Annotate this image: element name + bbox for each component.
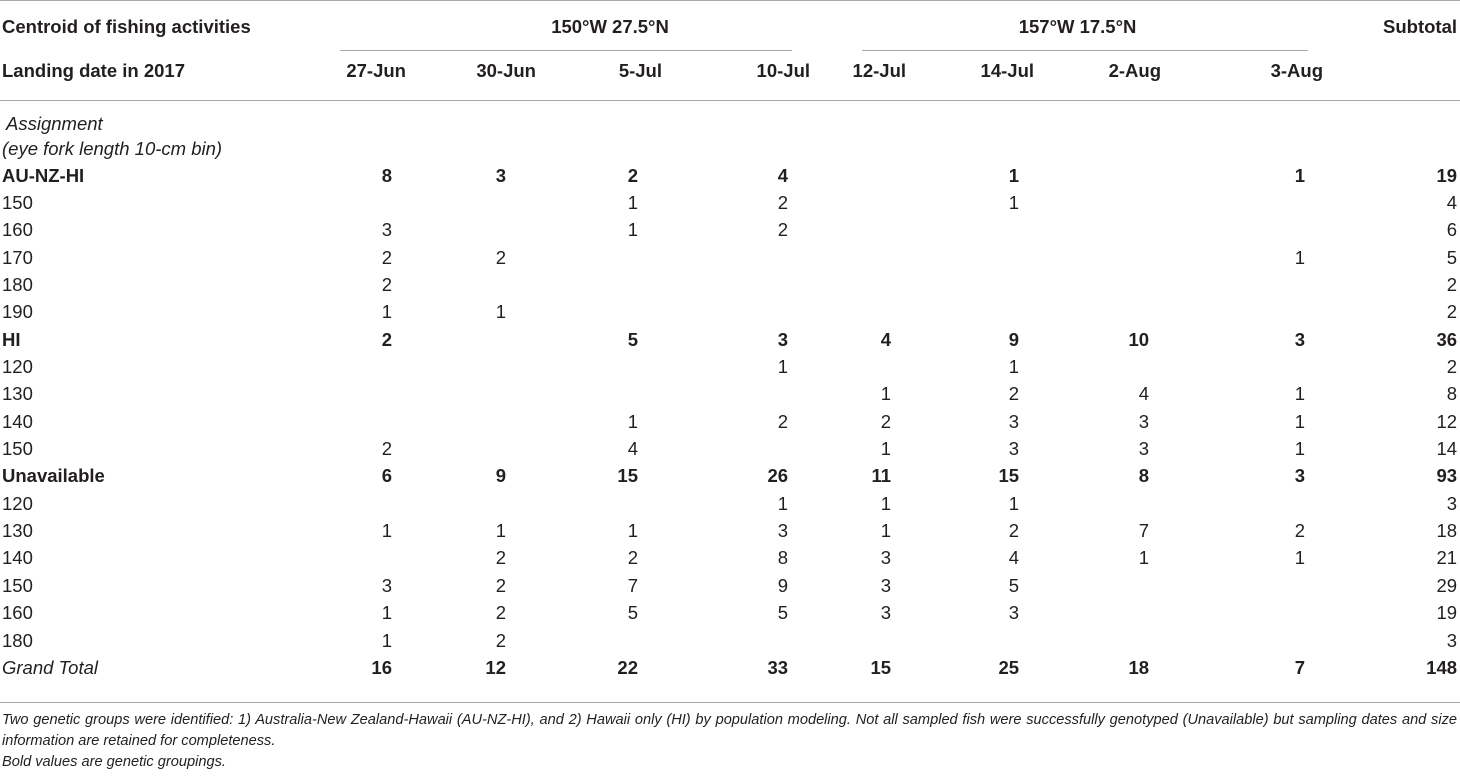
value-cell [939,299,1067,326]
value-cell: 4 [1138,383,1150,405]
value-cell: 3 [1138,410,1150,432]
value-cell [320,408,428,435]
bin-row [0,572,1460,599]
assignment-row [0,98,1460,135]
value-cell [1197,627,1325,654]
value-cell: 1 [880,492,892,514]
bin-row [0,435,1460,462]
subtotal-cell: 2 [1446,301,1458,323]
row-label: 180 [2,629,33,651]
value-cell: 1 [381,301,392,323]
value-cell: 5 [777,602,789,624]
empty-cell [320,98,1460,135]
subtotal-cell: 12 [1436,410,1458,432]
value-cell: 5 [627,602,638,624]
value-cell: 1 [1294,410,1306,432]
value-cell: 1 [1294,164,1306,186]
value-cell [1197,299,1325,326]
bin-row [0,353,1460,380]
value-cell [558,244,686,271]
value-cell: 1 [880,438,892,460]
value-cell: 15 [617,465,638,487]
subtotal-cell: 5 [1446,246,1458,268]
row-label: HI [2,328,21,350]
table-bottom-rule [0,702,1460,703]
group-row [0,463,1460,490]
value-cell: 9 [1008,328,1020,350]
group-row [0,162,1460,189]
value-cell: 1 [1008,356,1020,378]
value-cell [810,217,939,244]
subtotal-cell: 2 [1446,274,1458,296]
value-cell: 1 [1008,192,1020,214]
date-header: 27-Jun [346,60,406,81]
value-cell: 3 [777,520,789,542]
value-cell [558,627,686,654]
value-cell [1197,490,1325,517]
value-cell: 15 [998,465,1020,487]
value-cell: 3 [1138,438,1150,460]
value-cell: 2 [777,219,789,241]
centroid-label: Centroid of fishing activities [2,16,251,37]
bin-row [0,271,1460,298]
subtotal-cell: 18 [1436,520,1458,542]
group2-header: 157°W 17.5°N [1018,16,1137,37]
bin-row [0,408,1460,435]
value-cell [1197,353,1325,380]
value-cell [428,217,558,244]
assignment-label: Assignment [6,113,103,134]
value-cell [1067,299,1197,326]
date-header: 5-Jul [618,60,662,81]
value-cell [428,381,558,408]
value-cell [939,271,1067,298]
footnote-text: Two genetic groups were identified: 1) Australia-New Zealand-Hawaii (AU-NZ-HI), and 2) Hawaii only (HI) by population modeling. Not all sampled fish were successfully genotyped (Unavailable) but sampling dates and size information are retained for completeness. [2,712,1457,749]
value-cell: 3 [880,602,892,624]
value-cell [810,353,939,380]
date-header: 14-Jul [980,60,1035,81]
value-cell: 2 [381,246,392,268]
value-cell: 8 [1138,465,1150,487]
value-cell [1067,572,1197,599]
value-cell [810,627,939,654]
value-cell [428,490,558,517]
value-cell [320,545,428,572]
value-cell: 2 [495,547,506,569]
value-cell: 6 [381,465,392,487]
value-cell: 1 [1294,547,1306,569]
empty-cell [320,135,1460,162]
value-cell [1067,627,1197,654]
value-cell: 1 [381,602,392,624]
value-cell [558,353,686,380]
value-cell: 3 [1008,410,1020,432]
value-cell: 11 [871,465,892,487]
subtotal-cell: 4 [1446,192,1458,214]
value-cell [320,490,428,517]
value-cell: 5 [1008,574,1020,596]
row-label: 130 [2,520,33,542]
value-cell: 15 [870,656,892,678]
row-label: 180 [2,274,33,296]
value-cell: 2 [381,328,392,350]
value-cell: 3 [1008,438,1020,460]
value-cell: 2 [1008,383,1020,405]
value-cell: 4 [777,164,789,186]
value-cell: 2 [1008,520,1020,542]
date-header: 30-Jun [476,60,536,81]
value-cell [810,244,939,271]
value-cell: 2 [1294,520,1306,542]
value-cell [428,189,558,216]
value-cell [1067,217,1197,244]
bin-row [0,217,1460,244]
value-cell: 7 [627,574,638,596]
value-cell [939,217,1067,244]
value-cell: 1 [627,410,638,432]
assignment-subtitle: (eye fork length 10-cm bin) [2,137,223,159]
bin-row [0,189,1460,216]
value-cell: 4 [627,438,638,460]
value-cell: 16 [371,656,392,678]
subtotal-cell: 148 [1426,656,1458,678]
landing-date-label: Landing date in 2017 [2,60,185,81]
subtotal-cell: 3 [1446,492,1458,514]
value-cell: 9 [495,465,506,487]
value-cell [428,353,558,380]
value-cell: 3 [495,164,506,186]
subtotal-cell: 19 [1436,602,1458,624]
value-cell: 1 [1008,164,1020,186]
value-cell: 1 [1294,246,1306,268]
value-cell [428,271,558,298]
bin-row [0,517,1460,544]
row-label: 140 [2,410,33,432]
value-cell [1197,189,1325,216]
row-label: 150 [2,574,33,596]
table-footnote [2,710,1457,773]
value-cell: 1 [627,192,638,214]
value-cell: 1 [381,629,392,651]
group-row [0,326,1460,353]
data-table [0,10,1460,682]
value-cell [558,381,686,408]
row-label: 120 [2,492,33,514]
value-cell: 26 [767,465,789,487]
value-cell [810,271,939,298]
value-cell [1067,162,1197,189]
value-cell: 1 [381,520,392,542]
value-cell [1067,271,1197,298]
assignment-subtitle-row [0,135,1460,162]
value-cell [1197,572,1325,599]
value-cell: 1 [495,301,506,323]
value-cell: 2 [495,602,506,624]
row-label: Grand Total [2,656,98,678]
bin-row [0,627,1460,654]
bin-row [0,600,1460,627]
value-cell [428,326,558,353]
subtotal-cell: 8 [1446,383,1458,405]
value-cell: 2 [880,410,892,432]
value-cell: 1 [1138,547,1150,569]
value-cell [686,381,810,408]
value-cell: 1 [880,520,892,542]
value-cell [810,162,939,189]
value-cell: 18 [1128,656,1150,678]
value-cell: 1 [880,383,892,405]
value-cell: 22 [617,656,638,678]
value-cell: 1 [777,492,789,514]
top-rule [0,0,1460,1]
row-label: 160 [2,602,33,624]
value-cell: 1 [1008,492,1020,514]
value-cell: 3 [381,574,392,596]
row-label: 150 [2,192,33,214]
value-cell: 4 [880,328,892,350]
value-cell: 8 [777,547,789,569]
date-header: 10-Jul [756,60,811,81]
value-cell: 2 [495,574,506,596]
value-cell [1067,189,1197,216]
subtotal-cell: 19 [1436,164,1458,186]
value-cell [939,627,1067,654]
value-cell: 2 [777,410,789,432]
value-cell [558,271,686,298]
subtotal-cell: 3 [1446,629,1458,651]
value-cell [1197,600,1325,627]
value-cell: 2 [495,246,506,268]
subtotal-cell: 21 [1436,547,1458,569]
subtotal-cell: 93 [1436,465,1458,487]
row-label: 120 [2,356,33,378]
value-cell: 2 [627,164,638,186]
value-cell: 33 [767,656,789,678]
subtotal-header: Subtotal [1383,16,1458,37]
row-label: 140 [2,547,33,569]
footnote-bold-note: Bold values are genetic groupings. [2,754,226,770]
value-cell: 3 [1008,602,1020,624]
date-header: 12-Jul [852,60,907,81]
value-cell [558,299,686,326]
value-cell: 2 [627,547,638,569]
value-cell: 3 [1294,465,1306,487]
bin-row [0,299,1460,326]
value-cell: 10 [1128,328,1150,350]
value-cell: 2 [777,192,789,214]
value-cell [320,353,428,380]
value-cell [686,299,810,326]
bin-row [0,490,1460,517]
subtotal-cell: 36 [1436,328,1458,350]
row-label: 170 [2,246,33,268]
subtotal-cell: 29 [1436,574,1458,596]
date-header: 3-Aug [1270,60,1324,81]
empty-cell [1325,44,1460,98]
value-cell: 3 [1294,328,1306,350]
value-cell [1067,353,1197,380]
value-cell [1197,217,1325,244]
grand-total-row [0,654,1460,681]
value-cell [558,490,686,517]
value-cell [810,189,939,216]
row-label: 130 [2,383,33,405]
date-header: 2-Aug [1108,60,1162,81]
value-cell: 3 [880,574,892,596]
subtotal-cell: 14 [1436,438,1458,460]
value-cell: 1 [627,219,638,241]
value-cell [428,408,558,435]
value-cell [1067,244,1197,271]
value-cell [810,299,939,326]
value-cell: 8 [381,164,392,186]
value-cell [320,381,428,408]
value-cell: 7 [1138,520,1150,542]
value-cell: 5 [627,328,638,350]
value-cell [428,435,558,462]
value-cell: 3 [381,219,392,241]
value-cell: 7 [1294,656,1306,678]
value-cell [1067,490,1197,517]
value-cell [686,627,810,654]
value-cell [686,244,810,271]
header-row-dates [0,44,1460,98]
value-cell: 1 [1294,383,1306,405]
value-cell [320,189,428,216]
row-label: AU-NZ-HI [2,164,85,186]
value-cell: 3 [777,328,789,350]
value-cell [939,244,1067,271]
value-cell [686,435,810,462]
row-label: 150 [2,438,33,460]
subtotal-cell: 6 [1446,219,1458,241]
value-cell: 2 [381,274,392,296]
value-cell: 12 [485,656,506,678]
bin-row [0,244,1460,271]
bin-row [0,545,1460,572]
value-cell: 25 [998,656,1020,678]
value-cell: 9 [777,574,789,596]
row-label: Unavailable [2,465,105,487]
value-cell: 1 [1294,438,1306,460]
subtotal-cell: 2 [1446,356,1458,378]
value-cell [686,271,810,298]
value-cell: 1 [627,520,638,542]
row-label: 160 [2,219,33,241]
group1-header: 150°W 27.5°N [551,16,669,37]
value-cell: 1 [777,356,789,378]
value-cell: 4 [1008,547,1020,569]
value-cell: 2 [381,438,392,460]
header-row-centroid [0,10,1460,44]
value-cell [1067,600,1197,627]
row-label: 190 [2,301,33,323]
value-cell [1197,271,1325,298]
value-cell: 1 [495,520,506,542]
value-cell: 3 [880,547,892,569]
bin-row [0,381,1460,408]
value-cell: 2 [495,629,506,651]
